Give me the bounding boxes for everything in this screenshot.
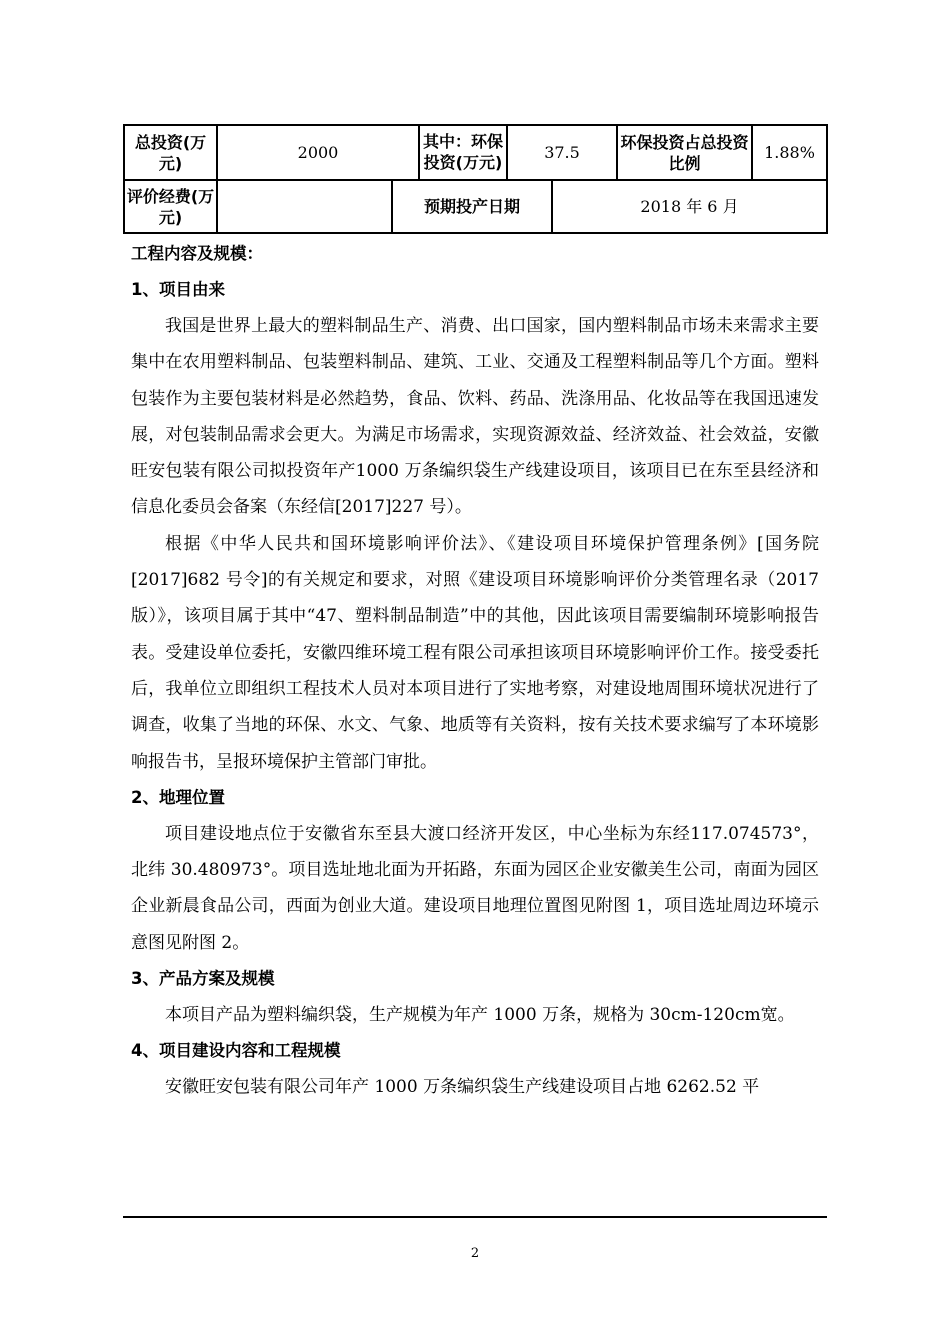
paragraph-construction: 安徽旺安包装有限公司年产 1000 万条编织袋生产线建设项目占地 6262.52 平 [165,1077,760,1098]
evaluation-fee-label: 评价经费(万元) [124,180,217,233]
env-investment-label [419,125,507,180]
page-number: 2 [470,1246,480,1261]
paragraph-origin-1: 我国是世界上最大的塑料制品生产、消费、出口国家，国内塑料制品市场未来需求主要集中在农用塑料制品、包装塑料制品、建筑、工业、交通及工程塑料制品等几个方面。塑料包装作为主要包装材料是必然趋势，食品、饮料、药品、洗涤用品、化妆品等在我国迅速发展，对包装制品需求会更大。为满足市场需求，实现资源效益、经济效益、社会效益，安徽旺安包装有限公司拟投资年产1000 万条编织袋生产线建设项目，该项目已在东至县经济和信息化委员会备案（东经信[2017]227 号）。 [131,316,819,518]
section-heading-origin: 1、项目由来 [131,280,225,299]
env-investment-value: 37.5 [507,125,617,180]
total-investment-label: 总投资(万元) [124,125,217,180]
paragraph-location: 项目建设地点位于安徽省东至县大渡口经济开发区，中心坐标为东经117.074573°，北纬 30.480973°。项目选址地北面为开拓路，东面为园区企业安徽美生公司，南面为园区企业新晨食品公司，西面为创业大道。建设项目地理位置图见附图 1，项目选址周边环境示意图见附图 2。 [131,823,819,953]
footer-divider [123,1216,827,1218]
table-row [124,125,827,180]
document-body [131,236,819,1106]
total-investment-value: 2000 [217,125,419,180]
production-date-label: 预期投产日期 [392,180,552,233]
section-heading-location: 2、地理位置 [131,787,225,807]
section-heading-product: 3、产品方案及规模 [131,969,275,989]
env-investment-label-text: 其中：环保投资(万元) [422,131,503,172]
paragraph-product: 本项目产品为塑料编织袋，生产规模为年产 1000 万条，规格为 30cm-120cm宽。 [165,1005,795,1026]
table-row [124,180,827,233]
section-title: 工程内容及规模： [131,244,263,263]
env-ratio-label: 环保投资占总投资比例 [617,125,752,180]
project-info-table [123,124,828,234]
section-heading-construction: 4、项目建设内容和工程规模 [131,1041,341,1061]
production-date-value: 2018 年 6 月 [552,180,827,233]
env-ratio-value: 1.88% [752,125,827,180]
evaluation-fee-value [217,180,392,233]
paragraph-origin-2: 根据《中华人民共和国环境影响评价法》、《建设项目环境保护管理条例》[国务院[2017]682 号令]的有关规定和要求，对照《建设项目环境影响评价分类管理名录（2017 版）》，该项目属于其中“47、塑料制品制造”中的其他，因此该项目需要编制环境影响报告表。受建设单位委托，安徽四维环境工程有限公司承担该项目环境影响评价工作。接受委托后，我单位立即组织工程技术人员对本项目进行了实地考察，对建设地周围环境状况进行了调查，收集了当地的环保、水文、气象、地质等有关资料，按有关技术要求编写了本环境影响报告书，呈报环境保护主管部门审批。 [131,533,819,772]
